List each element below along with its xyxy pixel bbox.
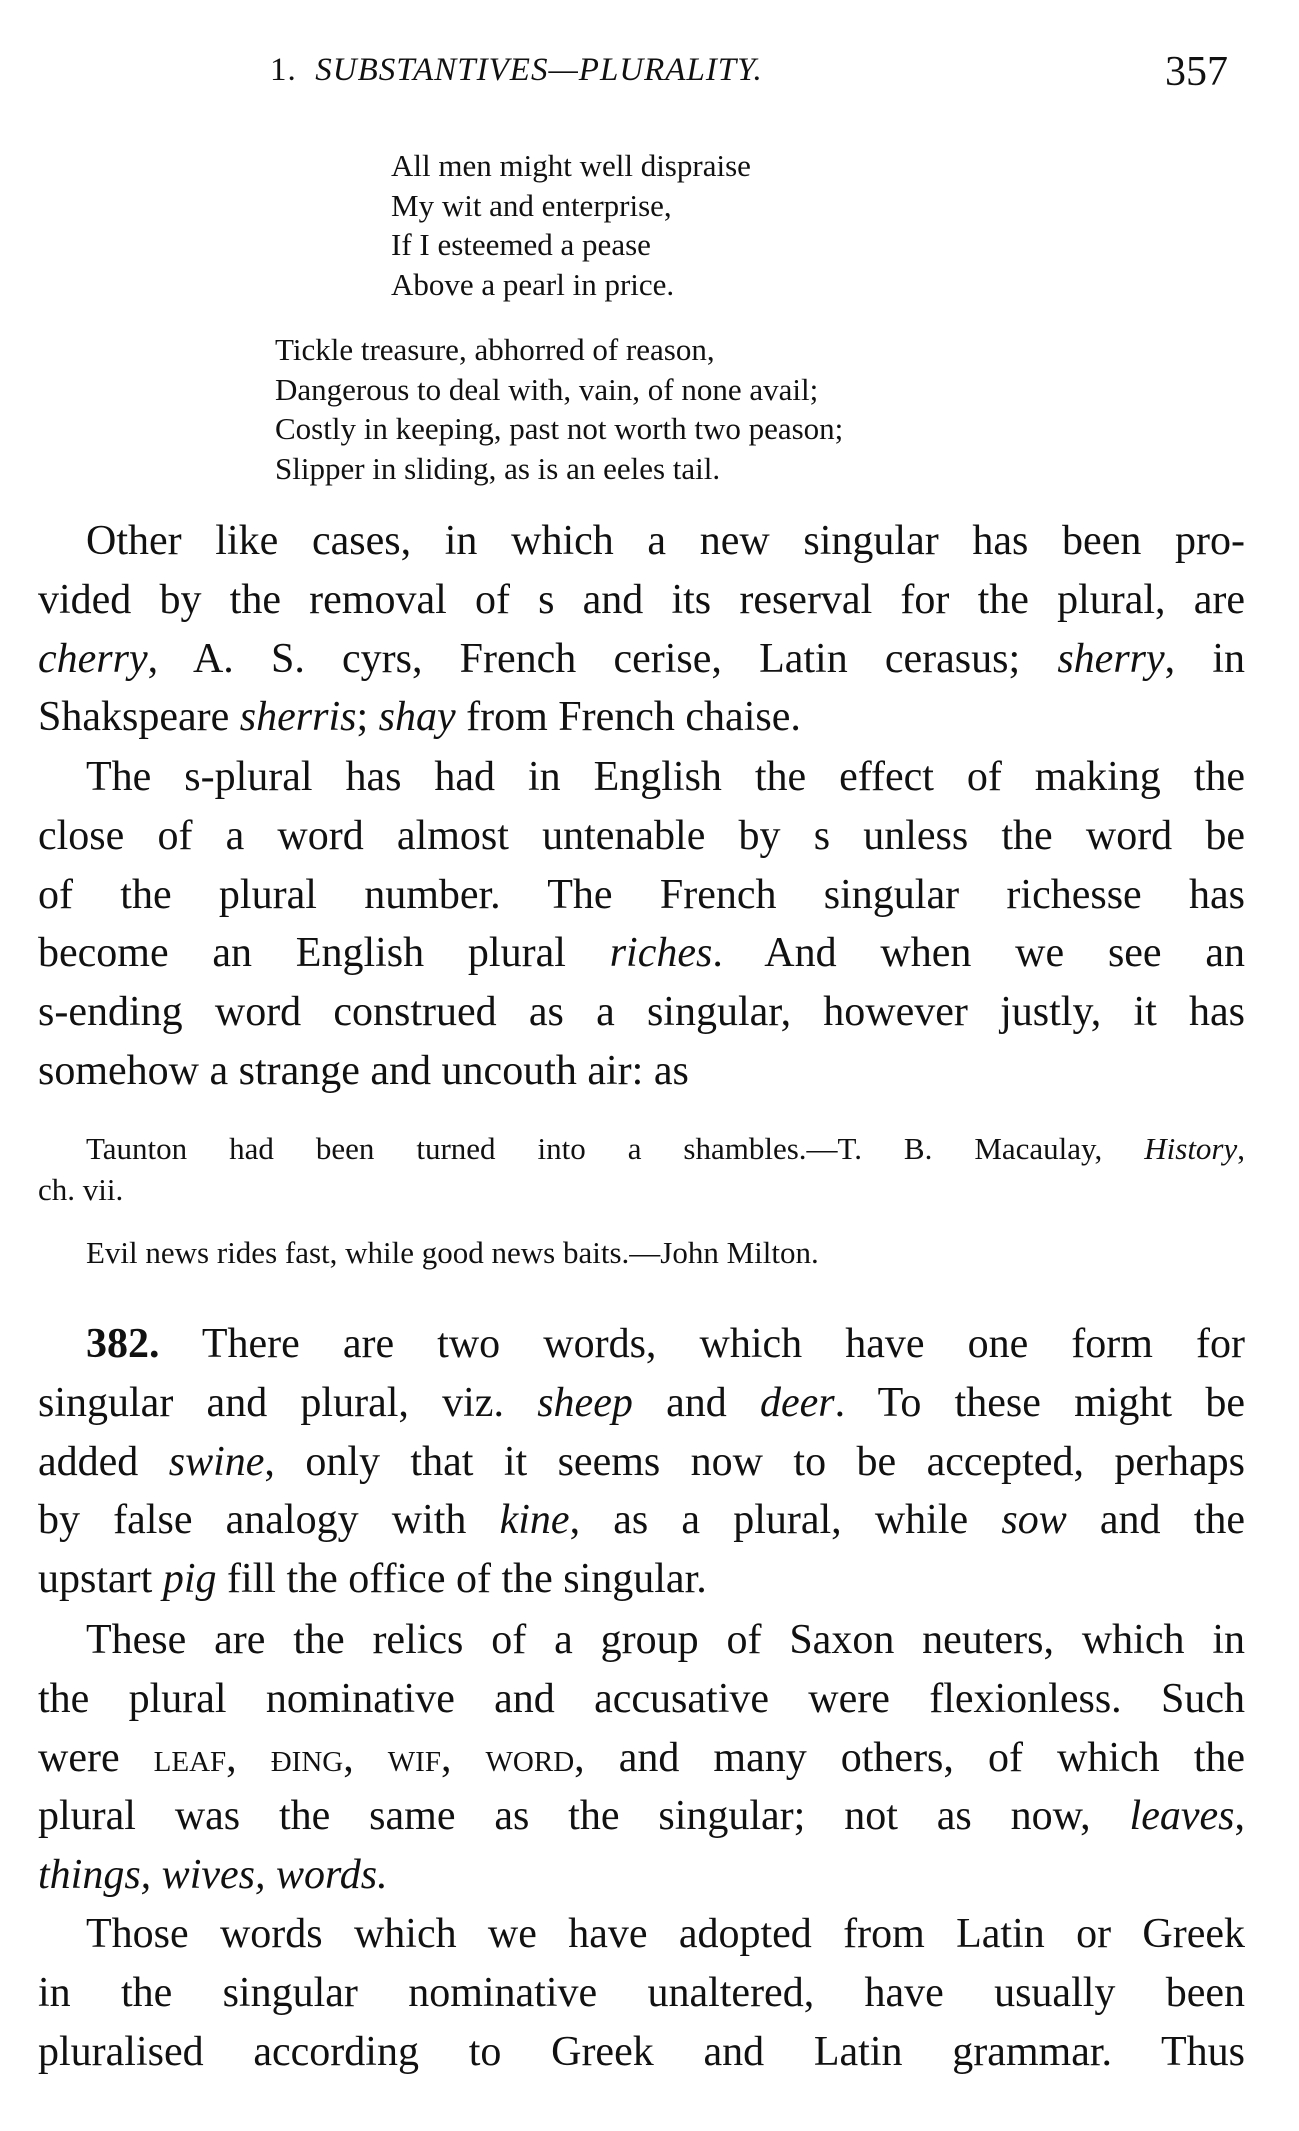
text-span: The s-plural has had in English the effect of making the [86, 754, 1245, 800]
text-span: ch. vii. [38, 1172, 124, 1207]
text-line [38, 1787, 1245, 1846]
section-number: 1. [270, 52, 297, 88]
text-line [38, 1433, 1245, 1492]
poem-line: Costly in keeping, past not worth two peason; [275, 411, 844, 447]
italic-text: cherry [38, 635, 148, 682]
text-line [38, 983, 1245, 1042]
text-line [38, 1374, 1245, 1433]
text-line [38, 924, 1245, 983]
text-span: , A. S. cyrs, French cerise, Latin cerasus; [147, 635, 1058, 682]
text-span: Taunton had been turned into a shambles.—T. B. Macaulay, [86, 1131, 1145, 1166]
text-line [38, 1042, 1245, 1101]
small-caps-text: ðing [270, 1734, 344, 1781]
text-span: pluralised according to Greek and Latin grammar. Thus [38, 2028, 1245, 2075]
small-caps-text: wif [387, 1734, 441, 1781]
text-span: ; [356, 694, 379, 741]
text-span: from French chaise. [455, 694, 801, 741]
poem-line: If I esteemed a pease [391, 227, 651, 262]
text-span: , and many others, of which the [574, 1734, 1246, 1781]
text-line [38, 1128, 1245, 1169]
italic-text: leaves [1129, 1793, 1235, 1840]
italic-text: shay [378, 694, 456, 741]
quote-macaulay [38, 1128, 1245, 1210]
paragraph-saxon-neuters [38, 1611, 1245, 1905]
text-line [38, 748, 1245, 807]
text-span: become an English plural [38, 930, 610, 977]
italic-text: sherry [1057, 635, 1165, 682]
poem-line: Dangerous to deal with, vain, of none avail; [275, 371, 819, 407]
paragraph-382 [38, 1315, 1245, 1609]
running-header [270, 52, 763, 89]
text-span: , in [1164, 635, 1245, 682]
text-line [38, 1611, 1245, 1670]
text-line [38, 2023, 1245, 2082]
header-title: SUBSTANTIVES—PLURALITY. [315, 52, 763, 88]
text-line [38, 866, 1245, 925]
text-span: s-ending word construed as a singular, however justly, it has [38, 989, 1245, 1036]
italic-text: sheep [537, 1379, 633, 1426]
text-span: There are two words, which have one form for [159, 1321, 1245, 1367]
text-span: were [38, 1734, 154, 1781]
text-span: somehow a strange and uncouth air: as [38, 1047, 689, 1094]
paragraph-other-cases [38, 512, 1245, 747]
poem-line: Tickle treasure, abhorred of reason, [275, 332, 715, 367]
text-span: plural was the same as the singular; not as now, [38, 1793, 1130, 1840]
text-span: Other like cases, in which a new singular has been pro- [86, 518, 1245, 564]
quote-milton [38, 1232, 1245, 1273]
small-caps-text: word [485, 1734, 575, 1781]
text-span: the plural nominative and accusative were flexionless. Such [38, 1675, 1245, 1722]
text-line [38, 571, 1245, 630]
italic-text: swine [168, 1438, 265, 1485]
text-span: , [440, 1734, 486, 1781]
text-span: and [632, 1379, 760, 1426]
text-span: fill the office of the singular. [216, 1556, 707, 1603]
text-span: vided by the removal of s and its reserval for the plural, are [38, 576, 1245, 623]
text-line [38, 1670, 1245, 1729]
text-span: Those words which we have adopted from Latin or Greek [86, 1911, 1245, 1957]
text-span: , [226, 1734, 271, 1781]
text-span: , as a plural, while [569, 1497, 1002, 1544]
poem-line: Above a pearl in price. [391, 266, 675, 302]
italic-text: sow [1001, 1497, 1067, 1544]
italic-text: things, wives, words. [38, 1852, 388, 1899]
italic-text: History [1144, 1131, 1238, 1166]
italic-text: sherris [239, 694, 357, 741]
text-line [38, 807, 1245, 866]
text-span: singular and plural, viz. [38, 1379, 538, 1426]
text-line [38, 1905, 1245, 1964]
text-span: , [343, 1734, 388, 1781]
text-line [38, 1232, 1245, 1273]
italic-text: pig [162, 1556, 217, 1603]
text-span: , [1237, 1131, 1245, 1166]
text-span: in the singular nominative unaltered, have usually been [38, 1969, 1245, 2016]
paragraph-s-plural [38, 748, 1245, 1101]
text-span: , [1234, 1793, 1245, 1840]
text-span: upstart [38, 1556, 163, 1603]
text-line [38, 1729, 1245, 1788]
text-line [38, 1550, 1245, 1609]
text-line [38, 1964, 1245, 2023]
text-span: added [38, 1438, 169, 1485]
text-span: Shakspeare [38, 694, 240, 741]
text-line [38, 688, 1245, 747]
poem-line: All men might well dispraise [391, 148, 751, 183]
text-line [38, 1315, 1245, 1374]
italic-text: kine [499, 1497, 570, 1544]
text-span: Evil news rides fast, while good news baits.—John Milton. [86, 1235, 819, 1270]
text-span: . To these might be [834, 1379, 1245, 1426]
text-line [38, 1169, 1245, 1210]
poem-line: Slipper in sliding, as is an eeles tail. [275, 451, 721, 487]
text-span: close of a word almost untenable by s unless the word be [38, 812, 1245, 859]
text-span: of the plural number. The French singular richesse has [38, 871, 1245, 918]
text-span: and the [1066, 1497, 1246, 1544]
text-span: by false analogy with [38, 1497, 500, 1544]
text-line [38, 630, 1245, 689]
poem-quote-2 [275, 330, 843, 489]
italic-text: deer [759, 1379, 835, 1426]
text-span: These are the relics of a group of Saxon neuters, which in [86, 1617, 1245, 1663]
text-line [38, 1846, 1245, 1905]
poem-line: My wit and enterprise, [391, 187, 672, 223]
poem-quote-1 [391, 146, 751, 304]
text-line [38, 1491, 1245, 1550]
small-caps-text: leaf [153, 1734, 227, 1781]
text-line [38, 512, 1245, 571]
text-span: , only that it seems now to be accepted, perhaps [264, 1438, 1245, 1485]
page-number: 357 [1165, 49, 1228, 95]
text-span: . And when we see an [712, 930, 1245, 977]
section-number: 382. [86, 1321, 160, 1367]
italic-text: riches [609, 930, 713, 977]
paragraph-latin-greek [38, 1905, 1245, 2081]
